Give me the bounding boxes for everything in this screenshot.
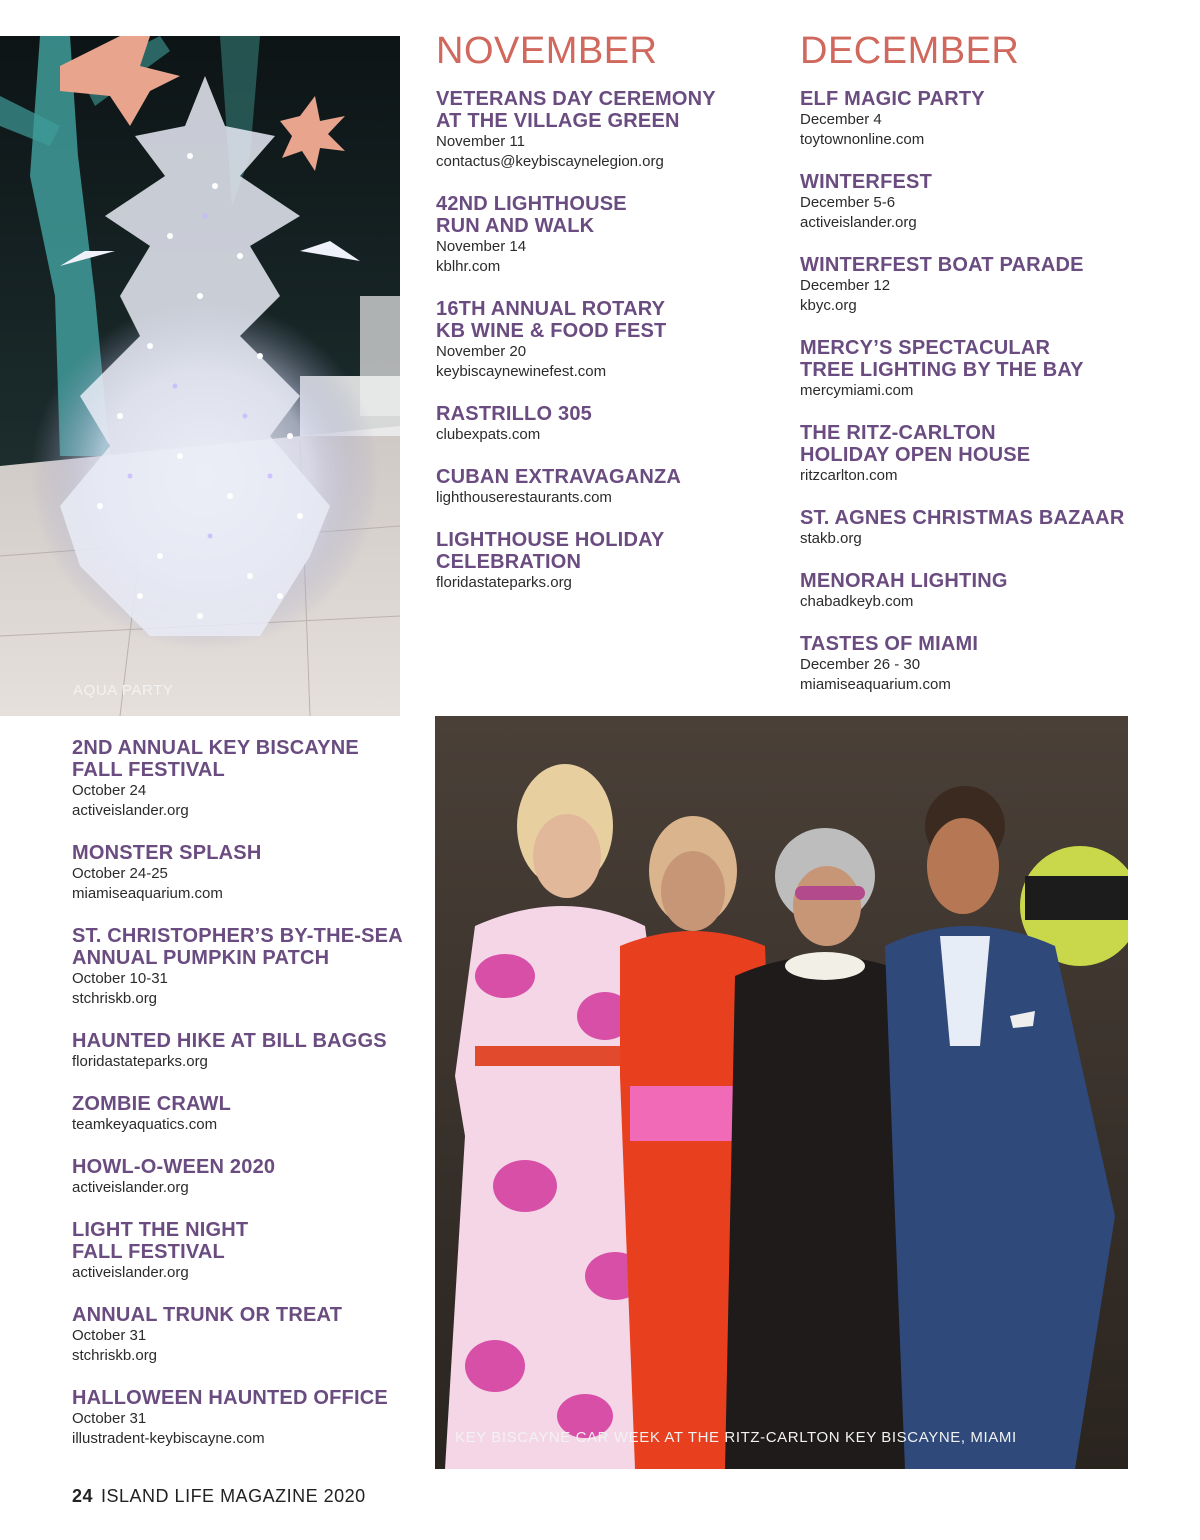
event-title: HOWL-O-WEEN 2020 bbox=[72, 1156, 276, 1178]
event-item bbox=[72, 1387, 412, 1449]
event-detail: toytownonline.com bbox=[800, 131, 925, 148]
event-detail: contactus@keybiscaynelegion.org bbox=[436, 153, 664, 170]
photo-caption: KEY BISCAYNE CAR WEEK AT THE RITZ-CARLTON KEY BISCAYNE, MIAMI bbox=[455, 1429, 1017, 1446]
event-title: WINTERFEST bbox=[800, 171, 932, 193]
event-detail: activeislander.org bbox=[72, 802, 189, 819]
event-title: 16TH ANNUAL ROTARY KB WINE & FOOD FEST bbox=[436, 298, 667, 342]
event-item bbox=[72, 737, 412, 821]
event-detail: November 11 bbox=[436, 133, 525, 150]
event-title: 2ND ANNUAL KEY BISCAYNE FALL FESTIVAL bbox=[72, 737, 359, 781]
event-item bbox=[800, 633, 1160, 695]
page-number: 24 bbox=[72, 1486, 94, 1506]
event-title: ANNUAL TRUNK OR TREAT bbox=[72, 1304, 343, 1326]
event-detail: October 31 bbox=[72, 1410, 147, 1427]
event-detail: November 14 bbox=[436, 238, 527, 255]
event-detail: December 12 bbox=[800, 277, 891, 294]
event-detail: November 20 bbox=[436, 343, 527, 360]
event-detail: miamiseaquarium.com bbox=[800, 676, 951, 693]
page-footer bbox=[72, 1486, 366, 1507]
event-title: LIGHTHOUSE HOLIDAY CELEBRATION bbox=[436, 529, 665, 573]
event-item bbox=[72, 1219, 412, 1283]
event-title: HALLOWEEN HAUNTED OFFICE bbox=[72, 1387, 388, 1409]
event-item bbox=[800, 254, 1160, 316]
month-heading-november: NOVEMBER bbox=[436, 30, 658, 72]
event-detail: floridastateparks.org bbox=[436, 574, 572, 591]
event-title: VETERANS DAY CEREMONY AT THE VILLAGE GREEN bbox=[436, 88, 716, 132]
event-item bbox=[436, 298, 776, 382]
event-item bbox=[800, 422, 1160, 486]
event-detail: ritzcarlton.com bbox=[800, 467, 898, 484]
event-title: TASTES OF MIAMI bbox=[800, 633, 979, 655]
event-title: ST. AGNES CHRISTMAS BAZAAR bbox=[800, 507, 1125, 529]
aqua-party-photo bbox=[0, 36, 400, 716]
event-title: MERCY’S SPECTACULAR TREE LIGHTING BY THE BAY bbox=[800, 337, 1084, 381]
event-detail: illustradent-keybiscayne.com bbox=[72, 1430, 265, 1447]
event-item bbox=[72, 1156, 412, 1198]
event-detail: stchriskb.org bbox=[72, 990, 158, 1007]
event-item bbox=[800, 88, 1160, 150]
december-events bbox=[800, 88, 1160, 716]
event-detail: floridastateparks.org bbox=[72, 1053, 208, 1070]
event-title: WINTERFEST BOAT PARADE bbox=[800, 254, 1084, 276]
event-item bbox=[436, 529, 776, 593]
photo-caption: AQUA PARTY bbox=[73, 682, 174, 699]
event-detail: keybiscaynewinefest.com bbox=[436, 363, 607, 380]
event-title: HAUNTED HIKE AT BILL BAGGS bbox=[72, 1030, 387, 1052]
event-detail: mercymiami.com bbox=[800, 382, 914, 399]
event-detail: teamkeyaquatics.com bbox=[72, 1116, 218, 1133]
event-item bbox=[72, 1093, 412, 1135]
event-title: THE RITZ-CARLTON HOLIDAY OPEN HOUSE bbox=[800, 422, 1031, 466]
event-detail: December 4 bbox=[800, 111, 882, 128]
event-detail: activeislander.org bbox=[72, 1179, 189, 1196]
event-detail: miamiseaquarium.com bbox=[72, 885, 223, 902]
event-detail: stakb.org bbox=[800, 530, 862, 547]
event-detail: stchriskb.org bbox=[72, 1347, 158, 1364]
event-detail: kbyc.org bbox=[800, 297, 857, 314]
event-item bbox=[72, 925, 412, 1009]
event-title: RASTRILLO 305 bbox=[436, 403, 592, 425]
event-title: MONSTER SPLASH bbox=[72, 842, 262, 864]
event-detail: December 26 - 30 bbox=[800, 656, 921, 673]
event-detail: October 24 bbox=[72, 782, 147, 799]
event-title: 42ND LIGHTHOUSE RUN AND WALK bbox=[436, 193, 627, 237]
event-item bbox=[800, 507, 1160, 549]
event-detail: activeislander.org bbox=[800, 214, 917, 231]
event-item bbox=[436, 88, 776, 172]
event-detail: clubexpats.com bbox=[436, 426, 541, 443]
event-detail: October 24-25 bbox=[72, 865, 168, 882]
event-item bbox=[800, 171, 1160, 233]
november-events bbox=[436, 88, 776, 614]
event-item bbox=[72, 1030, 412, 1072]
event-item bbox=[72, 1304, 412, 1366]
event-title: LIGHT THE NIGHT FALL FESTIVAL bbox=[72, 1219, 249, 1263]
event-item bbox=[436, 403, 776, 445]
event-item bbox=[436, 466, 776, 508]
event-title: ZOMBIE CRAWL bbox=[72, 1093, 232, 1115]
publication-name: ISLAND LIFE MAGAZINE 2020 bbox=[101, 1486, 366, 1506]
month-heading-december: DECEMBER bbox=[800, 30, 1020, 72]
event-item bbox=[800, 570, 1160, 612]
event-item bbox=[436, 193, 776, 277]
event-item bbox=[800, 337, 1160, 401]
october-events bbox=[72, 737, 412, 1470]
event-detail: December 5-6 bbox=[800, 194, 896, 211]
event-title: ST. CHRISTOPHER’S BY-THE-SEA ANNUAL PUMPKIN PATCH bbox=[72, 925, 403, 969]
event-detail: lighthouserestaurants.com bbox=[436, 489, 612, 506]
event-item bbox=[72, 842, 412, 904]
event-detail: October 10-31 bbox=[72, 970, 168, 987]
event-title: MENORAH LIGHTING bbox=[800, 570, 1008, 592]
event-title: CUBAN EXTRAVAGANZA bbox=[436, 466, 682, 488]
event-detail: October 31 bbox=[72, 1327, 147, 1344]
event-title: ELF MAGIC PARTY bbox=[800, 88, 985, 110]
event-detail: activeislander.org bbox=[72, 1264, 189, 1281]
event-detail: kblhr.com bbox=[436, 258, 501, 275]
event-detail: chabadkeyb.com bbox=[800, 593, 914, 610]
car-week-photo bbox=[435, 716, 1128, 1469]
